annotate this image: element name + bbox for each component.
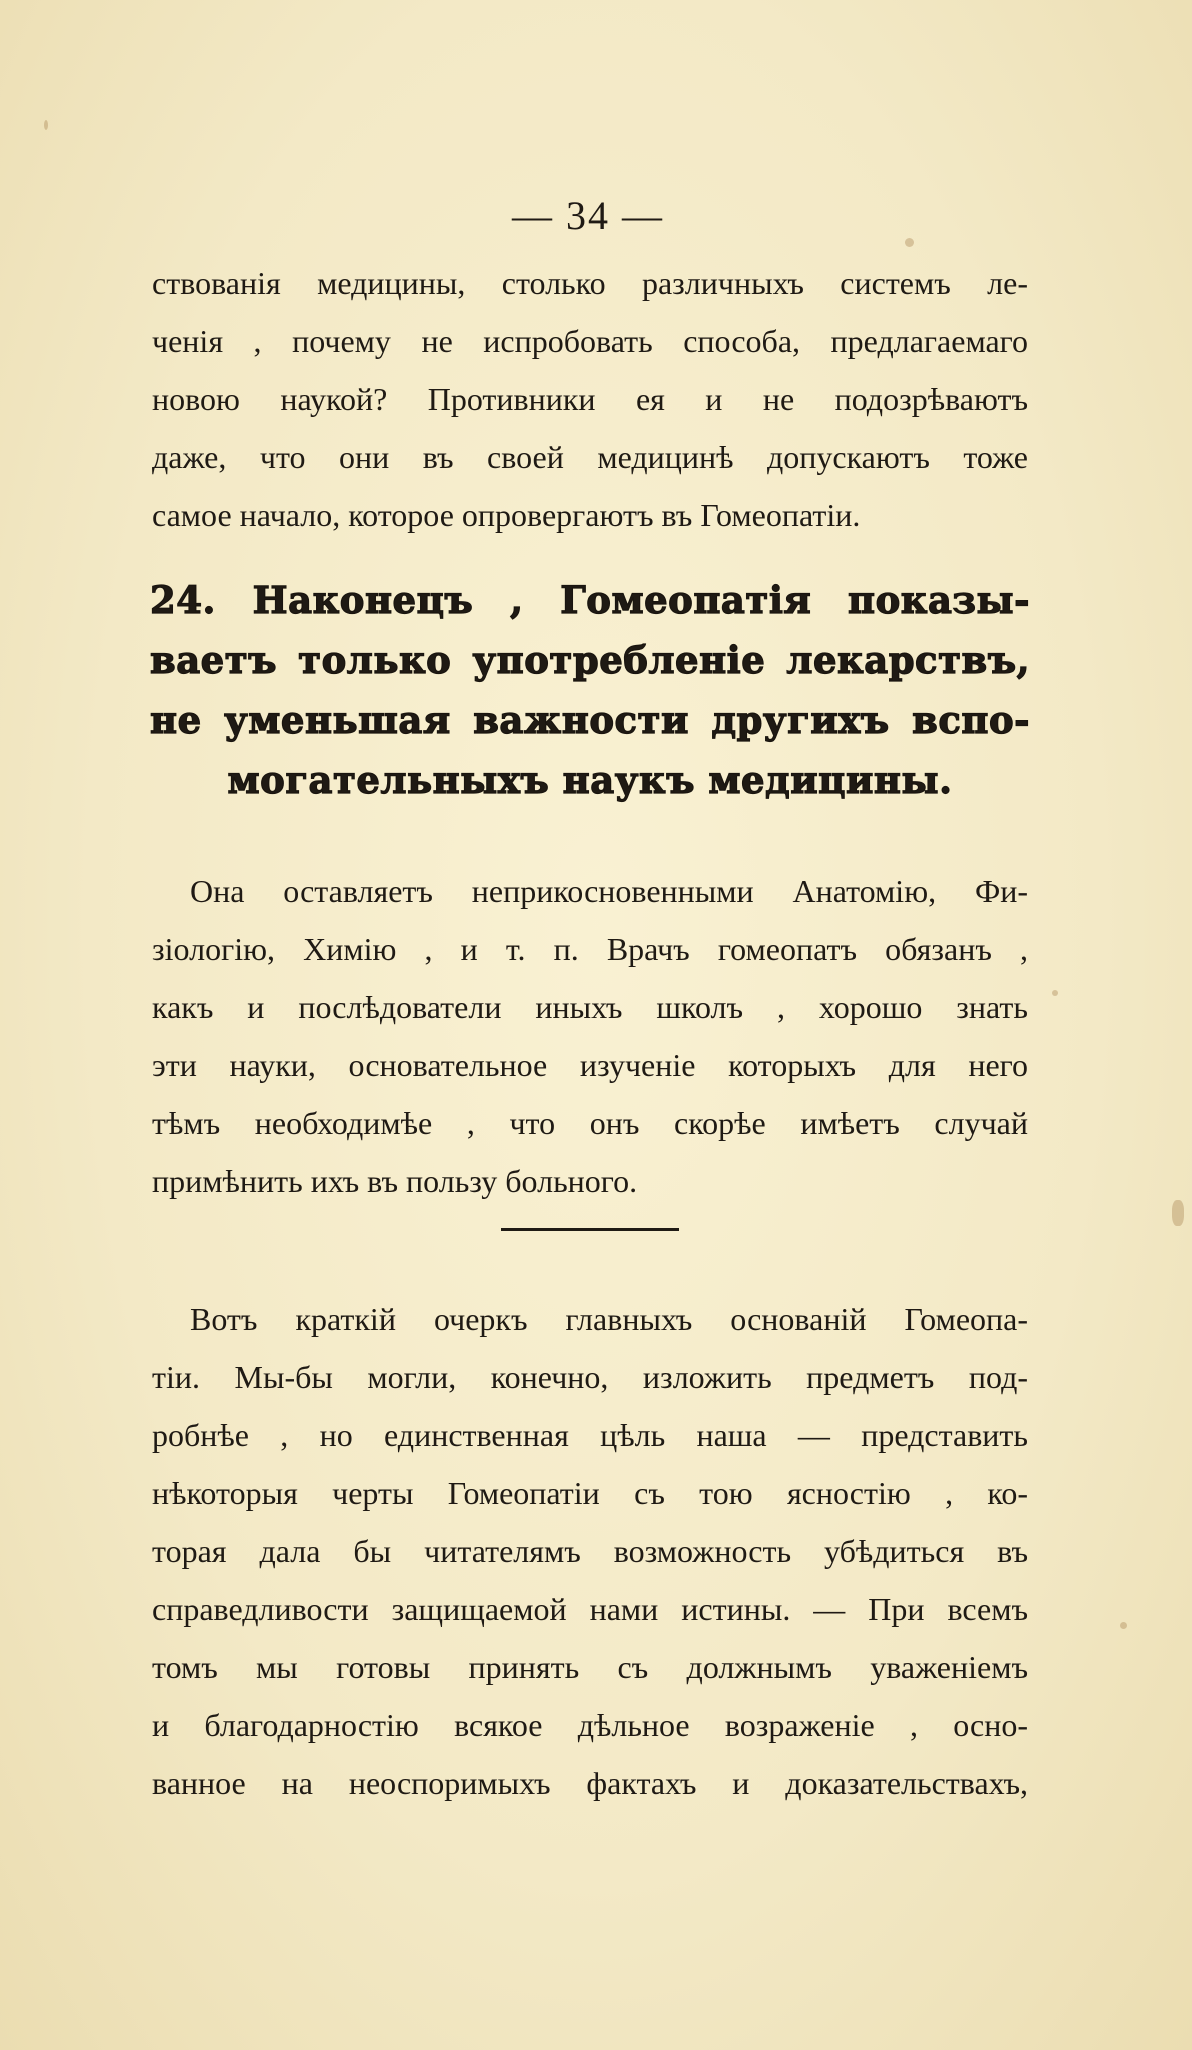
text-line: справедливости защищаемой нами истины. — При всемъ [152, 1591, 1028, 1627]
paragraph-2 [152, 862, 1028, 1210]
text-line: ченія , почему не испробовать способа, предлагаемаго [152, 323, 1028, 359]
text-line: эти науки, основательное изученіе которыхъ для него [152, 1047, 1028, 1083]
section-divider [501, 1228, 679, 1231]
paper-speck [1120, 1622, 1127, 1629]
text-line: примѣнить ихъ въ пользу больного. [152, 1163, 638, 1199]
text-line: и благодарностію всякое дѣльное возраженіе , осно- [152, 1707, 1028, 1743]
paper-speck [44, 120, 48, 130]
paper-speck [1052, 990, 1058, 996]
text-line: даже, что они въ своей медицинѣ допускаютъ тоже [152, 439, 1028, 475]
text-line: робнѣе , но единственная цѣль наша — представить [152, 1417, 1028, 1453]
paper-speck [1172, 1200, 1184, 1226]
text-line: Вотъ краткій очеркъ главныхъ основаній Гомеопа- [190, 1301, 1028, 1337]
heading-line: 24. Наконецъ , Гомеопатія показы- [150, 578, 1030, 622]
text-line: Она оставляетъ неприкосновенными Анатомію, Фи- [190, 873, 1028, 909]
text-line: тіи. Мы-бы могли, конечно, изложить предметъ под- [152, 1359, 1028, 1395]
text-line: зіологію, Химію , и т. п. Врачъ гомеопатъ обязанъ , [152, 931, 1028, 967]
text-line: тѣмъ необходимѣе , что онъ скорѣе имѣетъ случай [152, 1105, 1028, 1141]
heading-line: ваетъ только употребленіе лекарствъ, [150, 638, 1030, 682]
text-line: нѣкоторыя черты Гомеопатіи съ тою ясностію , ко- [152, 1475, 1028, 1511]
paragraph-3 [152, 1290, 1028, 1812]
page-number: — 34 — [512, 193, 664, 238]
text-line: торая дала бы читателямъ возможность убѣдиться въ [152, 1533, 1028, 1569]
heading-line: не уменьшая важности другихъ вспо- [150, 698, 1030, 742]
text-line: томъ мы готовы принять съ должнымъ уваженіемъ [152, 1649, 1028, 1685]
text-line: какъ и послѣдователи иныхъ школъ , хорошо знать [152, 989, 1028, 1025]
section-heading [150, 570, 1030, 810]
paragraph-1 [152, 254, 1028, 544]
text-line: новою наукой? Противники ея и не подозрѣваютъ [152, 381, 1028, 417]
heading-line: могательныхъ наукъ медицины. [227, 758, 953, 802]
paper-speck [905, 238, 914, 247]
text-line: ванное на неоспоримыхъ фактахъ и доказательствахъ, [152, 1765, 1028, 1801]
text-line: самое начало, которое опровергаютъ въ Гомеопатіи. [152, 497, 861, 533]
text-line: ствованія медицины, столько различныхъ системъ ле- [152, 265, 1028, 301]
